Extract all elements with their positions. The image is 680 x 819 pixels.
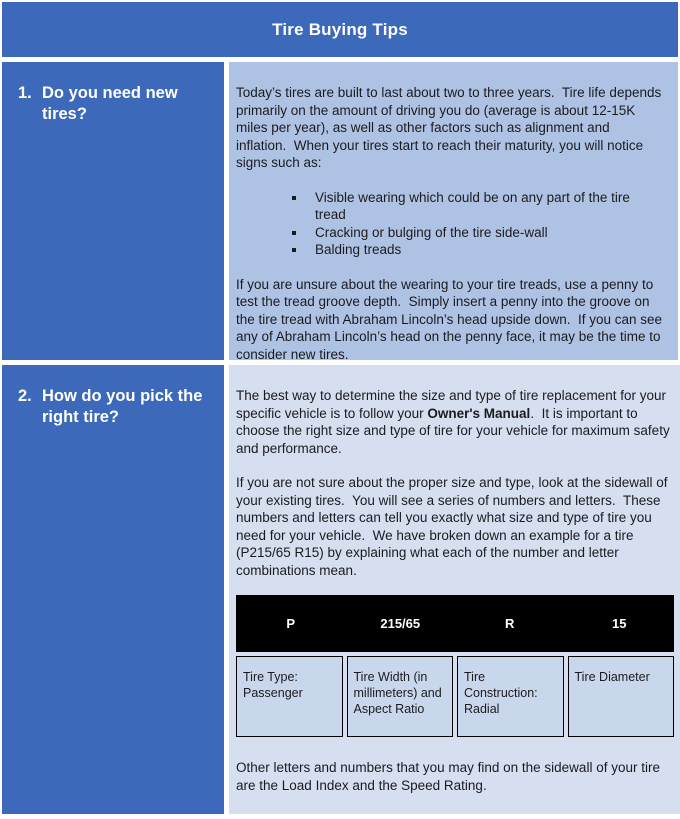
question-number: 1.: [18, 84, 32, 102]
tire-code-cell-width: Tire Width (in millimeters) and Aspect Ratio: [347, 656, 454, 737]
tire-code-header-width: 215/65: [380, 615, 421, 631]
owners-manual-bold: Owner's Manual: [427, 405, 531, 421]
paragraph: Other letters and numbers that you may find on the sidewall of your tire are the Load Index and the Speed Rating.: [236, 760, 664, 793]
tire-code-cell-construction: Tire Construction: Radial: [457, 656, 564, 737]
tire-code-header-p: P: [286, 615, 296, 631]
tire-code-table: [236, 595, 674, 737]
list-item: Visible wearing which could be on any part of the tire tread: [236, 189, 662, 224]
answer-cell-1: [229, 62, 678, 360]
paragraph: Today’s tires are built to last about two to three years. Tire life depends primarily on the amount of driving you do (average is about 12-15K miles per year), as well as other factors such as alignment and inflation. When your tires start to reach their maturity, you will notice signs such as:: [236, 85, 665, 170]
question-text: How do you pick the right tire?: [42, 387, 203, 426]
paragraph: If you are not sure about the proper size and type, look at the sidewall of your existing tires. You will see a series of numbers and letters. These numbers and letters can tell you exactly what size and type of tire you need for your vehicle. We have broken down an example for a tire (P215/65 R15) by explaining what each of the number and letter combinations mean.: [236, 475, 672, 578]
tire-wear-signs-list: [236, 189, 662, 259]
title-bar: [2, 2, 678, 57]
tire-code-table-header: [236, 595, 674, 652]
tire-code-cell-diameter: Tire Diameter: [568, 656, 675, 737]
tire-code-header-diameter: 15: [612, 615, 627, 631]
tire-code-cell-type: Tire Type: Passenger: [236, 656, 343, 737]
table-row: [2, 365, 678, 814]
answer-cell-2: [229, 365, 680, 814]
page-title: Tire Buying Tips: [272, 19, 408, 39]
question-text: Do you need new tires?: [42, 84, 178, 123]
list-item: Cracking or bulging of the tire side-wall: [236, 224, 662, 242]
question-number: 2.: [18, 387, 32, 405]
question-cell-2: [2, 365, 224, 814]
paragraph-text: The best way to determine the size and type of tire replacement for your specific vehicle is to follow your: [236, 388, 670, 421]
tire-code-header-r: R: [505, 615, 515, 631]
question-cell-1: [2, 62, 224, 360]
paragraph: If you are unsure about the wearing to your tire treads, use a penny to test the tread groove depth. Simply insert a penny into the groove on the tire tread with Abraham Lincoln’s head upside down. If you can see any of Abraham Lincoln’s head on the penny face, it may be the time to consider new tires.: [236, 276, 666, 362]
table-row: [2, 62, 678, 360]
paragraph-text: . It is important to choose the right size and type of tire for your vehicle for maximum safety and performance.: [236, 405, 674, 456]
list-item: Balding treads: [236, 241, 662, 259]
tire-code-table-body: [236, 656, 674, 737]
paragraph: [236, 387, 674, 457]
